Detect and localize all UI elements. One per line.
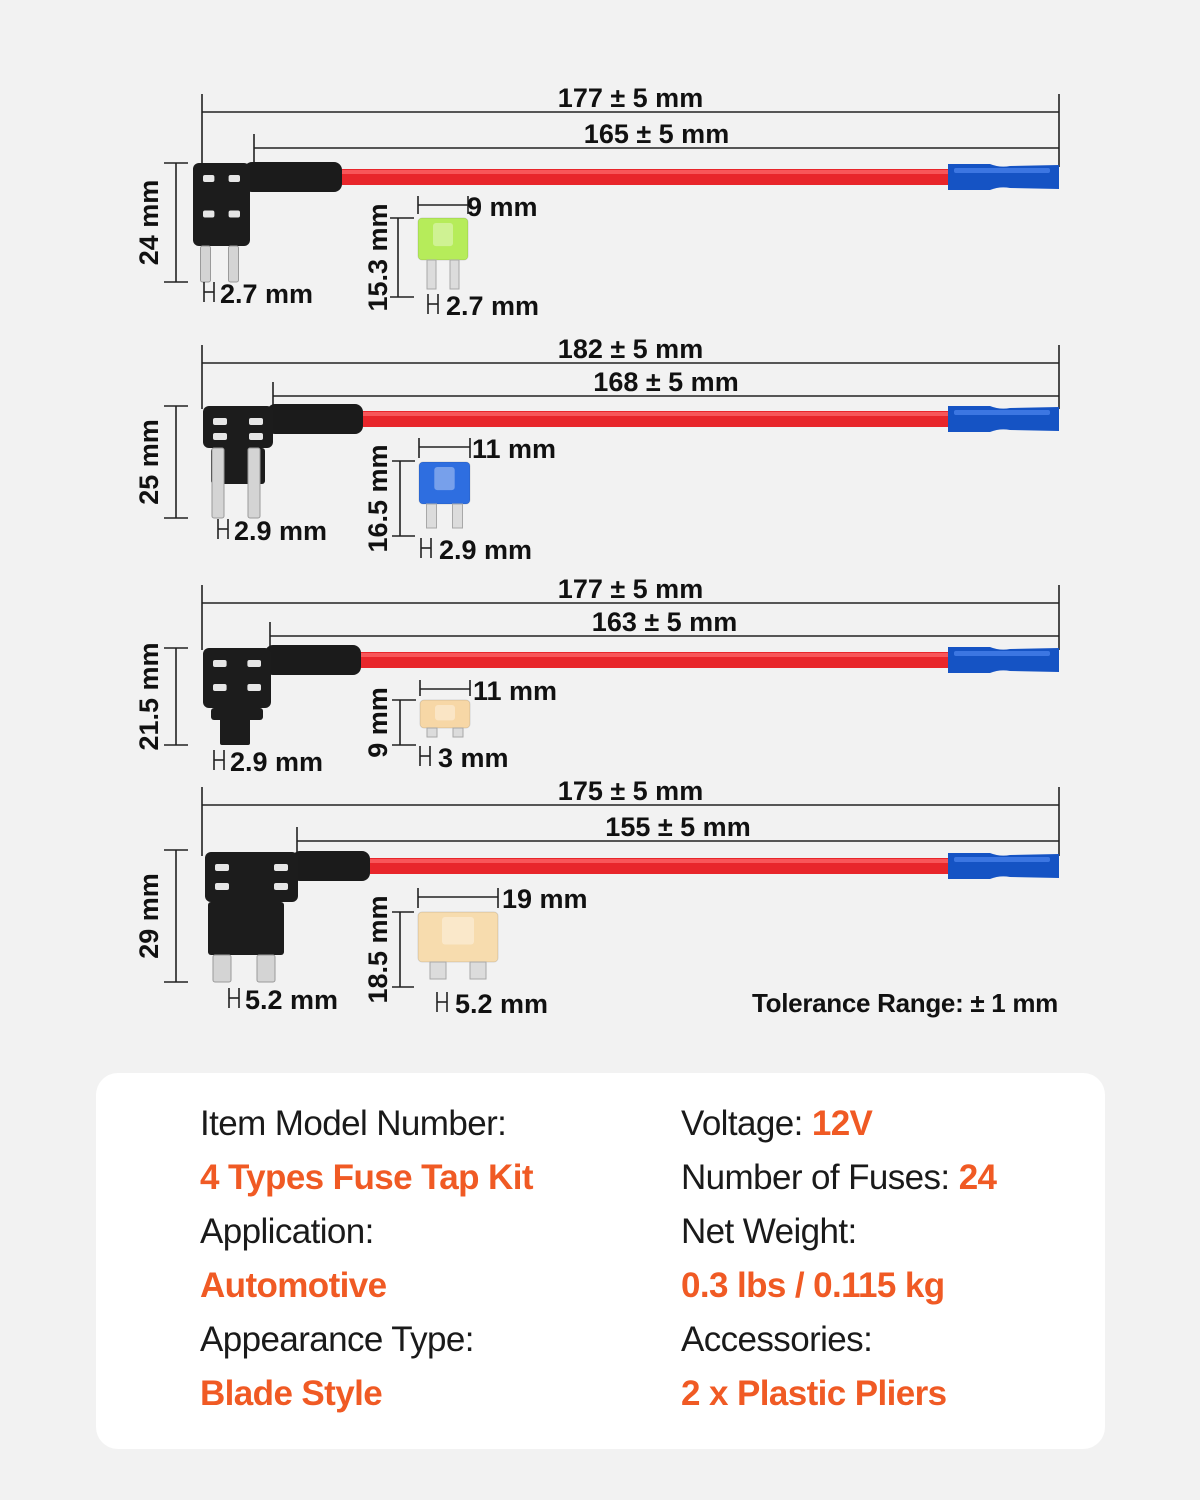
holder-slot xyxy=(229,211,240,218)
fuse-blade-right xyxy=(450,260,459,289)
holder-blade-right xyxy=(229,246,239,282)
spec-model-value: 4 Types Fuse Tap Kit xyxy=(200,1158,533,1197)
spec-weight-value: 0.3 lbs / 0.115 kg xyxy=(681,1266,945,1305)
heat-shrink-sleeve xyxy=(265,645,361,675)
butt-connector xyxy=(948,406,1059,432)
total-length-label: 177 ± 5 mm xyxy=(557,574,704,604)
holder-stem xyxy=(220,708,250,745)
spec-application-value: Automotive xyxy=(200,1266,387,1305)
holder-blade-right xyxy=(257,955,275,982)
holder-blade-left xyxy=(212,448,224,518)
holder-slot xyxy=(274,864,288,871)
fuse-holder-body xyxy=(205,852,298,902)
wire-length-label: 163 ± 5 mm xyxy=(591,607,738,637)
spec-application-label: Application: xyxy=(200,1212,374,1251)
heat-shrink-sleeve xyxy=(244,162,342,192)
fuse-height-label: 9 mm xyxy=(363,687,393,758)
wire-length-label: 168 ± 5 mm xyxy=(593,367,739,397)
fuse-window xyxy=(433,223,453,246)
holder-height-label: 25 mm xyxy=(134,419,164,505)
heat-shrink-sleeve xyxy=(292,851,370,881)
fuse-height-label: 15.3 mm xyxy=(363,203,393,312)
spec-model-label: Item Model Number: xyxy=(200,1104,507,1143)
fuse-tap-row-4 xyxy=(134,776,1059,1019)
holder-slot xyxy=(203,211,214,218)
holder-slot xyxy=(213,660,227,667)
holder-blade-width-label: 2.9 mm xyxy=(230,747,324,777)
holder-blade-left xyxy=(201,246,211,282)
wire-highlight xyxy=(363,412,948,416)
spec-appearance-value: Blade Style xyxy=(200,1374,383,1413)
holder-blade-left xyxy=(213,955,231,982)
holder-blade-width-label: 5.2 mm xyxy=(245,985,339,1015)
wire-highlight xyxy=(361,653,948,657)
holder-blade-right xyxy=(248,448,260,518)
spec-accessories-label: Accessories: xyxy=(681,1320,873,1359)
fuse-height-label: 16.5 mm xyxy=(363,444,393,553)
fuse-window xyxy=(442,917,474,945)
fuse-blade-left xyxy=(427,260,436,289)
fuse-blade-width-label: 2.9 mm xyxy=(439,535,533,565)
wire-highlight xyxy=(342,170,948,174)
holder-slot xyxy=(213,433,227,440)
fuse-blade-right xyxy=(470,962,486,979)
fuse-window xyxy=(435,705,455,720)
holder-slot xyxy=(274,883,288,890)
connector-highlight xyxy=(954,168,1050,173)
fuse-width-label: 19 mm xyxy=(502,884,588,914)
connector-highlight xyxy=(954,410,1050,415)
holder-slot xyxy=(229,175,240,182)
spec-fuse-count: Number of Fuses: 24 xyxy=(681,1158,997,1197)
tolerance-note: Tolerance Range: ± 1 mm xyxy=(752,988,1058,1018)
fuse-blade-left xyxy=(427,728,437,737)
fuse-blade-width-label: 2.7 mm xyxy=(446,291,540,321)
spec-accessories-value: 2 x Plastic Pliers xyxy=(681,1374,947,1413)
total-length-label: 182 ± 5 mm xyxy=(557,334,704,364)
connector-highlight xyxy=(954,857,1050,862)
total-length-label: 175 ± 5 mm xyxy=(557,776,704,806)
holder-slot xyxy=(215,883,229,890)
fuse-holder-body xyxy=(203,406,273,448)
fuse-window xyxy=(434,467,454,490)
butt-connector xyxy=(948,164,1059,190)
holder-slot xyxy=(213,418,227,425)
spec-column-left xyxy=(200,1097,533,1421)
holder-blade-width-label: 2.7 mm xyxy=(220,279,314,309)
fuse-blade-right xyxy=(453,728,463,737)
holder-slot xyxy=(249,418,263,425)
fuse-blade-width-label: 3 mm xyxy=(438,743,509,773)
holder-height-label: 29 mm xyxy=(134,873,164,959)
spec-card xyxy=(96,1073,1105,1449)
spec-weight-label: Net Weight: xyxy=(681,1212,857,1251)
wire-length-label: 165 ± 5 mm xyxy=(583,119,730,149)
fuse-width-label: 11 mm xyxy=(472,434,557,464)
fuse-tap-row-2 xyxy=(134,334,1059,565)
holder-slot xyxy=(249,433,263,440)
butt-connector xyxy=(948,647,1059,673)
holder-slot xyxy=(247,684,261,691)
spec-voltage: Voltage: 12V xyxy=(681,1104,873,1143)
fuse-tap-row-1 xyxy=(134,83,1059,321)
holder-slot xyxy=(247,660,261,667)
fuse-width-label: 11 mm xyxy=(473,676,558,706)
fuse-height-label: 18.5 mm xyxy=(363,895,393,1004)
fuse-blade-width-label: 5.2 mm xyxy=(455,989,549,1019)
total-length-label: 177 ± 5 mm xyxy=(557,83,704,113)
fuse-blade-left xyxy=(430,962,446,979)
wire-length-label: 155 ± 5 mm xyxy=(605,812,751,842)
fuse-blade-left xyxy=(427,504,437,528)
butt-connector xyxy=(948,853,1059,879)
holder-slot xyxy=(203,175,214,182)
holder-height-label: 24 mm xyxy=(134,179,164,266)
wire-highlight xyxy=(370,859,948,863)
holder-slot xyxy=(213,684,227,691)
spec-column-right xyxy=(681,1097,996,1421)
holder-blade-width-label: 2.9 mm xyxy=(234,516,328,546)
fuse-holder-body xyxy=(193,163,250,246)
fuse-holder-body xyxy=(203,648,271,708)
fuse-blade-right xyxy=(453,504,463,528)
heat-shrink-sleeve xyxy=(267,404,363,434)
spec-appearance-label: Appearance Type: xyxy=(200,1320,474,1359)
holder-height-label: 21.5 mm xyxy=(134,642,164,751)
fuse-holder-lower-body xyxy=(208,902,284,955)
fuse-width-label: 9 mm xyxy=(467,192,538,222)
connector-highlight xyxy=(954,651,1050,656)
fuse-tap-row-3 xyxy=(134,574,1059,777)
holder-slot xyxy=(215,864,229,871)
